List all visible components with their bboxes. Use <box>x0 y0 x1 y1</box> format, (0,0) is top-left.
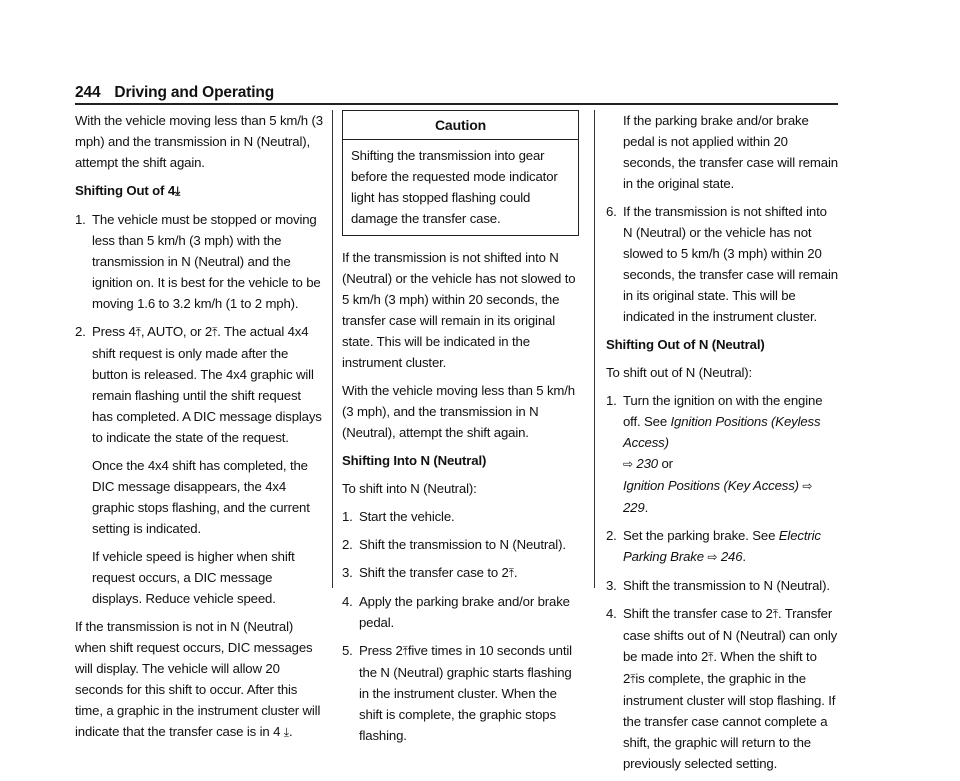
page-ref-229[interactable]: 229 <box>623 500 645 515</box>
item-text: Apply the parking brake and/or brake pedal. <box>359 594 570 630</box>
item-number: 2. <box>342 537 353 552</box>
item-number: 2. <box>606 528 617 543</box>
list-item <box>606 201 838 327</box>
ignition-key-link[interactable]: Ignition Positions (Key Access) <box>623 478 799 493</box>
item-number: 3. <box>606 578 617 593</box>
list-item <box>75 321 323 448</box>
item-number: 2. <box>75 324 86 339</box>
item-text: Set the parking brake. See <box>623 528 776 543</box>
speed-high-paragraph: If vehicle speed is higher when shift request occurs, a DIC message displays. Reduce vehicle speed. <box>92 549 295 606</box>
caution-text: Shifting the transmission into gear before the requested mode indicator light has stopped flashing could damage the transfer case. <box>351 148 558 226</box>
item-number: 6. <box>606 204 617 219</box>
four-low-icon: ⤓ <box>175 184 181 198</box>
page-ref-230[interactable]: 230 <box>636 456 658 471</box>
list-item <box>606 525 838 568</box>
caution-title: Caution <box>343 115 578 140</box>
shifting-out-of-4-heading <box>75 180 323 202</box>
shifting-out-of-neutral-heading: Shifting Out of N (Neutral) <box>606 337 765 352</box>
intro-paragraph: With the vehicle moving less than 5 km/h (3 mph) and the transmission in N (Neutral), attempt the shift again. <box>75 113 323 170</box>
shifting-into-neutral-heading: Shifting Into N (Neutral) <box>342 453 487 468</box>
item-text: . The actual 4x4 shift request is only made after the button is released. The 4x4 graphic will remain flashing until the shift request has completed. A DIC message displays to indicate the state of the request. <box>92 324 322 445</box>
page-ref-icon: ⇨ <box>623 457 633 471</box>
item-text: Shift the transmission to N (Neutral). <box>359 537 566 552</box>
item-text: five times in 10 seconds until the N (Neutral) graphic starts flashing in the instrument cluster. When the shift is complete, the graphic stops flashing. <box>359 643 572 743</box>
item-text: . Transfer case shifts out of N (Neutral) can only be made into 2 <box>623 606 838 664</box>
two-high-icon: ⤒ <box>508 566 514 580</box>
two-high-icon: ⤒ <box>708 650 714 664</box>
column-2 <box>342 110 579 753</box>
item-number: 1. <box>342 509 353 524</box>
list-item <box>606 390 838 518</box>
page-ref-icon: ⇨ <box>707 550 718 564</box>
page-header <box>75 82 838 104</box>
caution-box <box>342 110 579 236</box>
into-neutral-intro: To shift into N (Neutral): <box>342 481 477 496</box>
retry-paragraph: With the vehicle moving less than 5 km/h (3 mph), and the transmission in N (Neutral), attempt the shift again. <box>342 383 575 440</box>
two-high-icon: ⤒ <box>212 325 218 339</box>
page-number: 244 <box>75 84 101 101</box>
out-of-neutral-steps <box>606 390 838 774</box>
list-item <box>342 591 579 633</box>
heading-text: Shifting Out of 4 <box>75 183 176 198</box>
closing-text: If the transmission is not in N (Neutral) when shift request occurs, DIC messages will display. The vehicle will allow 20 seconds for this shift to occur. After this time, a graphic in the instrument cluster will indicate that the transfer case is in 4 <box>75 619 321 739</box>
closing-end: . <box>288 724 293 739</box>
electric-parking-brake-link[interactable]: Electric Parking Brake <box>623 528 821 564</box>
item-text: Start the vehicle. <box>359 509 455 524</box>
item-text: Press 2 <box>359 643 403 658</box>
or-text: or <box>661 456 673 471</box>
item-text: If the transmission is not shifted into N (Neutral) or the vehicle has not slowed to 5 km/h (3 mph) within 20 seconds, the transfer case will remain in its original state. This will be indicated in the instrument cluster. <box>623 204 838 324</box>
two-high-icon: ⤒ <box>630 672 636 686</box>
list-item <box>342 640 579 746</box>
item-number: 5. <box>342 643 353 658</box>
closing-paragraph <box>75 616 323 743</box>
item-end: . <box>742 549 746 564</box>
shift-complete-paragraph: Once the 4x4 shift has completed, the DIC message disappears, the 4x4 graphic stops flashing, and the current setting is indicated. <box>92 458 310 536</box>
item-text: Press 4 <box>92 324 136 339</box>
item-number: 1. <box>606 393 617 408</box>
item-number: 4. <box>342 594 353 609</box>
item-text: is complete, the graphic in the instrument cluster will stop flashing. If the transfer case cannot complete a shift, the graphic will return to the previously selected setting. <box>623 671 836 771</box>
out-of-neutral-intro: To shift out of N (Neutral): <box>606 365 753 380</box>
item-text: Turn the ignition on with the engine off. See <box>623 393 823 429</box>
not-shifted-paragraph: If the transmission is not shifted into N (Neutral) or the vehicle has not slowed to 5 km/h (3 mph) within 20 seconds, the transfer case will remain in its original state. This will be indicated in the instrument cluster. <box>342 250 576 370</box>
item-text: The vehicle must be stopped or moving less than 5 km/h (3 mph) with the transmission in N (Neutral) and the ignition on. It is best for the vehicle to be moving 1.6 to 3.2 km/h (1 to 2 mph). <box>92 212 321 311</box>
section-title: Driving and Operating <box>114 84 275 101</box>
list-item <box>606 603 838 774</box>
item-text: Shift the transfer case to 2 <box>623 606 773 621</box>
page-ref-icon: ⇨ <box>802 479 813 493</box>
list-item <box>342 534 579 555</box>
two-high-icon: ⤒ <box>402 644 408 658</box>
item-end: . <box>513 565 518 580</box>
four-low-icon: ⤓ <box>283 725 289 739</box>
page-ref-246[interactable]: 246 <box>720 549 743 564</box>
item-number: 4. <box>606 606 617 621</box>
item-text: Shift the transmission to N (Neutral). <box>623 578 830 593</box>
item-text: . When the shift to 2 <box>623 649 817 686</box>
column-3 <box>606 110 838 781</box>
into-neutral-steps-cont <box>606 201 838 327</box>
two-high-icon: ⤒ <box>772 607 778 621</box>
header-text <box>75 82 838 104</box>
column-divider-2 <box>594 110 595 588</box>
item-end: . <box>644 500 649 515</box>
list-item <box>606 575 838 596</box>
shift-out-4-steps <box>75 209 323 448</box>
brake-not-applied-paragraph: If the parking brake and/or brake pedal is not applied within 20 seconds, the transfer case will remain in the original state. <box>623 113 838 191</box>
into-neutral-steps <box>342 506 579 746</box>
item-number: 3. <box>342 565 353 580</box>
item-text: , AUTO, or 2 <box>140 324 213 339</box>
column-divider-1 <box>332 110 333 588</box>
list-item <box>342 506 579 527</box>
item-text: Shift the transfer case to 2 <box>359 565 509 580</box>
list-item <box>342 562 579 584</box>
ignition-keyless-link[interactable]: Ignition Positions (Keyless Access) <box>623 414 821 450</box>
list-item <box>75 209 323 314</box>
column-1 <box>75 110 323 750</box>
four-high-icon: ⤒ <box>135 325 141 339</box>
header-rule <box>75 103 838 105</box>
item-number: 1. <box>75 212 86 227</box>
